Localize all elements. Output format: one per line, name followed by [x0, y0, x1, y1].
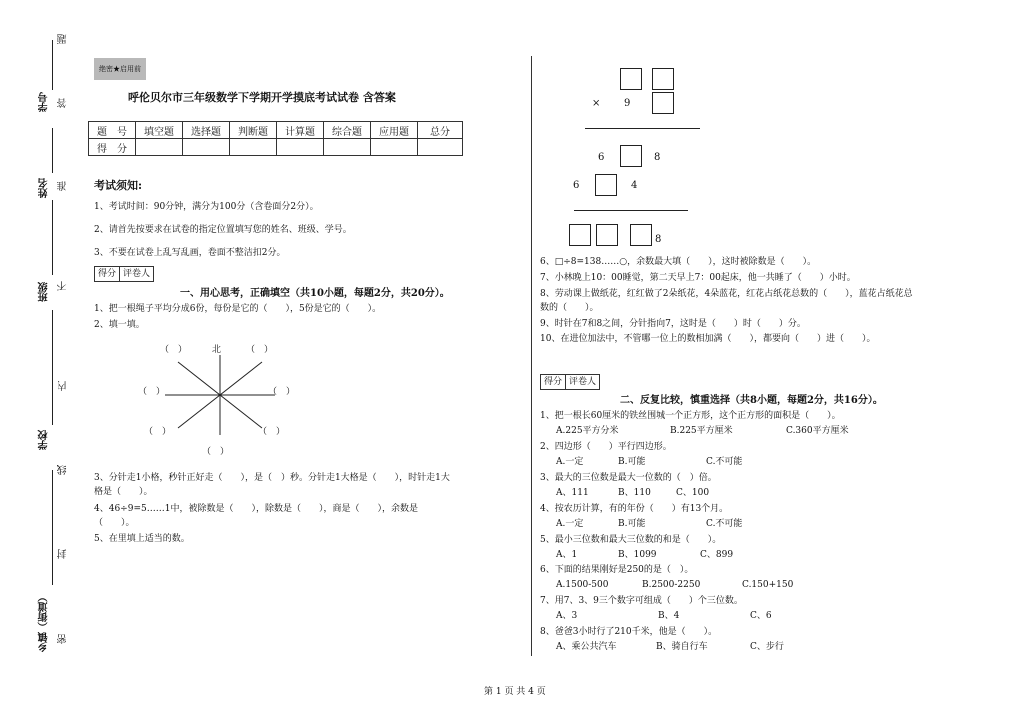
score-row-label: 得 分 — [89, 139, 136, 156]
scorer-label: 得分 — [541, 375, 566, 389]
choice-option[interactable]: C、6 — [750, 611, 772, 621]
notice-heading: 考试须知: — [94, 179, 143, 192]
score-cell[interactable] — [183, 139, 230, 156]
field-school: 学校 — [39, 430, 50, 450]
field-name: 姓名 — [39, 178, 50, 198]
calc-digit: 9 — [624, 98, 631, 109]
compass-blank: （ ） — [144, 427, 172, 437]
choice-option[interactable]: C、100 — [676, 488, 710, 498]
field-township: 乡镇（街道） — [39, 592, 50, 652]
choice-option[interactable]: A.一定 — [556, 457, 584, 467]
choice-question: 1、把一根长60厘米的铁丝围城一个正方形，这个正方形的面积是（ ）。 — [540, 411, 841, 421]
margin-label: 题 — [58, 34, 69, 44]
page-footer: 第 1 页 共 4 页 — [484, 687, 546, 697]
digit-box[interactable] — [620, 68, 642, 90]
calc-rule — [574, 210, 688, 211]
score-cell[interactable] — [277, 139, 324, 156]
choice-option[interactable]: A、3 — [556, 611, 578, 621]
column-divider — [531, 56, 532, 656]
digit-box[interactable] — [595, 174, 617, 196]
digit-box[interactable] — [620, 145, 642, 167]
score-cell[interactable] — [371, 139, 418, 156]
score-header-cell: 计算题 — [277, 122, 324, 139]
digit-box[interactable] — [569, 224, 591, 246]
score-cell[interactable] — [418, 139, 463, 156]
section1-heading: 一、用心思考，正确填空（共10小题，每题2分，共20分）。 — [180, 288, 450, 299]
choice-option[interactable]: A、1 — [556, 550, 578, 560]
field-class: 班级 — [39, 282, 50, 302]
choice-option[interactable]: A.225平方分米 — [556, 426, 619, 436]
margin-label: 线 — [58, 465, 69, 475]
compass-blank: （ ） — [268, 387, 296, 397]
field-student-id: 学号 — [39, 92, 50, 112]
score-cell[interactable] — [324, 139, 371, 156]
scorer-box — [94, 266, 154, 282]
score-cell[interactable] — [136, 139, 183, 156]
digit-box[interactable] — [630, 224, 652, 246]
score-header-cell: 判断题 — [230, 122, 277, 139]
score-header-cell: 总分 — [418, 122, 463, 139]
margin-label: 内 — [58, 381, 69, 391]
question-5: 5、在里填上适当的数。 — [94, 534, 190, 544]
compass-blank: （ ） — [246, 345, 274, 355]
calc-rule — [585, 128, 700, 129]
score-header-cell: 选择题 — [183, 122, 230, 139]
notice-item: 3、不要在试卷上乱写乱画，卷面不整洁扣2分。 — [94, 248, 286, 258]
choice-question: 4、按农历计算，有的年份（ ）有13个月。 — [540, 504, 729, 514]
question-6: 6、□÷8=138……○，余数最大填（ ），这时被除数是（ ）。 — [540, 257, 817, 267]
choice-option[interactable]: C.不可能 — [706, 457, 743, 467]
margin-line — [52, 128, 53, 173]
times-sign: × — [592, 98, 601, 109]
choice-option[interactable]: B、骑自行车 — [656, 642, 708, 652]
calc-digit: 4 — [631, 180, 638, 191]
question-9: 9、时针在7和8之间，分针指向7，这时是（ ）时（ ）分。 — [540, 319, 806, 329]
margin-label: 答 — [58, 98, 69, 108]
choice-question: 2、四边形（ ）平行四边形。 — [540, 442, 672, 452]
margin-label: 封 — [58, 549, 69, 559]
confidential-stamp: 绝密★启用前 — [94, 58, 146, 80]
compass-blank: （ ） — [202, 447, 230, 457]
choice-option[interactable]: A.一定 — [556, 519, 584, 529]
choice-question: 5、最小三位数和最大三位数的和是（ ）。 — [540, 535, 722, 545]
choice-option[interactable]: A.1500-500 — [556, 580, 609, 590]
choice-option[interactable]: B.2500-2250 — [642, 580, 701, 590]
question-4-cont: （ ）。 — [94, 518, 135, 528]
scorer-label: 评卷人 — [123, 269, 151, 279]
margin-line — [52, 40, 53, 90]
compass-blank: （ ） — [138, 387, 166, 397]
choice-question: 7、用7、3、9三个数字可组成（ ）个三位数。 — [540, 596, 743, 606]
margin-line — [52, 310, 53, 425]
calc-digit: 6 — [598, 152, 605, 163]
margin-label: 不 — [58, 281, 69, 291]
section2-heading: 二、反复比较，慎重选择（共8小题，每题2分，共16分）。 — [620, 395, 883, 406]
calc-digit: 8 — [654, 152, 661, 163]
compass-blank: （ ） — [258, 427, 286, 437]
question-7: 7、小林晚上10：00睡觉，第二天早上7：00起床，他一共睡了（ ）小时。 — [540, 273, 856, 283]
question-2: 2、填一填。 — [94, 320, 145, 330]
choice-option[interactable]: C.150+150 — [742, 580, 794, 590]
score-table — [88, 121, 463, 156]
scorer-label: 得分 — [95, 267, 120, 281]
question-3-cont: 格是（ ）。 — [94, 487, 153, 497]
choice-option[interactable]: B.可能 — [618, 457, 646, 467]
margin-line — [52, 470, 53, 585]
margin-label: 准 — [58, 181, 69, 191]
choice-question: 3、最大的三位数是最大一位数的（ ）倍。 — [540, 473, 717, 483]
compass-blank: （ ） — [160, 345, 188, 355]
question-8-cont: 数的（ ）。 — [540, 303, 599, 313]
question-4: 4、46÷9=5……1中，被除数是（ ），除数是（ ），商是（ ），余数是 — [94, 504, 418, 514]
calc-digit: 6 — [573, 180, 580, 191]
page-title: 呼伦贝尔市三年级数学下学期开学摸底考试试卷 含答案 — [128, 91, 396, 104]
choice-question: 8、爸爸3小时行了210千米，他是（ ）。 — [540, 627, 718, 637]
score-header-cell: 填空题 — [136, 122, 183, 139]
margin-line — [52, 200, 53, 275]
choice-option[interactable]: B.225平方厘米 — [670, 426, 733, 436]
question-10: 10、在进位加法中，不管哪一位上的数相加满（ ），都要向（ ）进（ ）。 — [540, 334, 876, 344]
digit-box[interactable] — [596, 224, 618, 246]
choice-option[interactable]: A、乘公共汽车 — [556, 642, 617, 652]
choice-option[interactable]: A、111 — [556, 488, 589, 498]
scorer-box — [540, 374, 600, 390]
choice-option[interactable]: C、步行 — [750, 642, 784, 652]
choice-question: 6、下面的结果刚好是250的是（ ）。 — [540, 565, 694, 575]
question-1: 1、把一根绳子平均分成6份，每份是它的（ ），5份是它的（ ）。 — [94, 304, 382, 314]
notice-item: 2、请首先按要求在试卷的指定位置填写您的姓名、班级、学号。 — [94, 225, 352, 235]
score-cell[interactable] — [230, 139, 277, 156]
choice-option[interactable]: B、110 — [618, 488, 651, 498]
question-3: 3、分针走1小格，秒针正好走（ ），是（ ）秒。分针走1大格是（ ），时针走1大 — [94, 473, 450, 483]
scorer-label: 评卷人 — [569, 377, 597, 387]
choice-option[interactable]: B、1099 — [618, 550, 657, 560]
compass-north: 北 — [212, 345, 222, 355]
choice-option[interactable]: C、899 — [700, 550, 734, 560]
margin-label: 密 — [58, 634, 69, 644]
digit-box[interactable] — [652, 92, 674, 114]
choice-option[interactable]: B、4 — [658, 611, 680, 621]
calc-digit: 8 — [655, 234, 662, 245]
digit-box[interactable] — [652, 68, 674, 90]
score-header-cell: 应用题 — [371, 122, 418, 139]
choice-option[interactable]: B.可能 — [618, 519, 646, 529]
notice-item: 1、考试时间：90分钟，满分为100分（含卷面分2分）。 — [94, 202, 319, 212]
choice-option[interactable]: C.不可能 — [706, 519, 743, 529]
question-8: 8、劳动课上做纸花，红红做了2朵纸花，4朵蓝花，红花占纸花总数的（ ），蓝花占纸花总 — [540, 289, 913, 299]
score-header-cell: 题 号 — [89, 122, 136, 139]
score-header-cell: 综合题 — [324, 122, 371, 139]
choice-option[interactable]: C.360平方厘米 — [786, 426, 849, 436]
